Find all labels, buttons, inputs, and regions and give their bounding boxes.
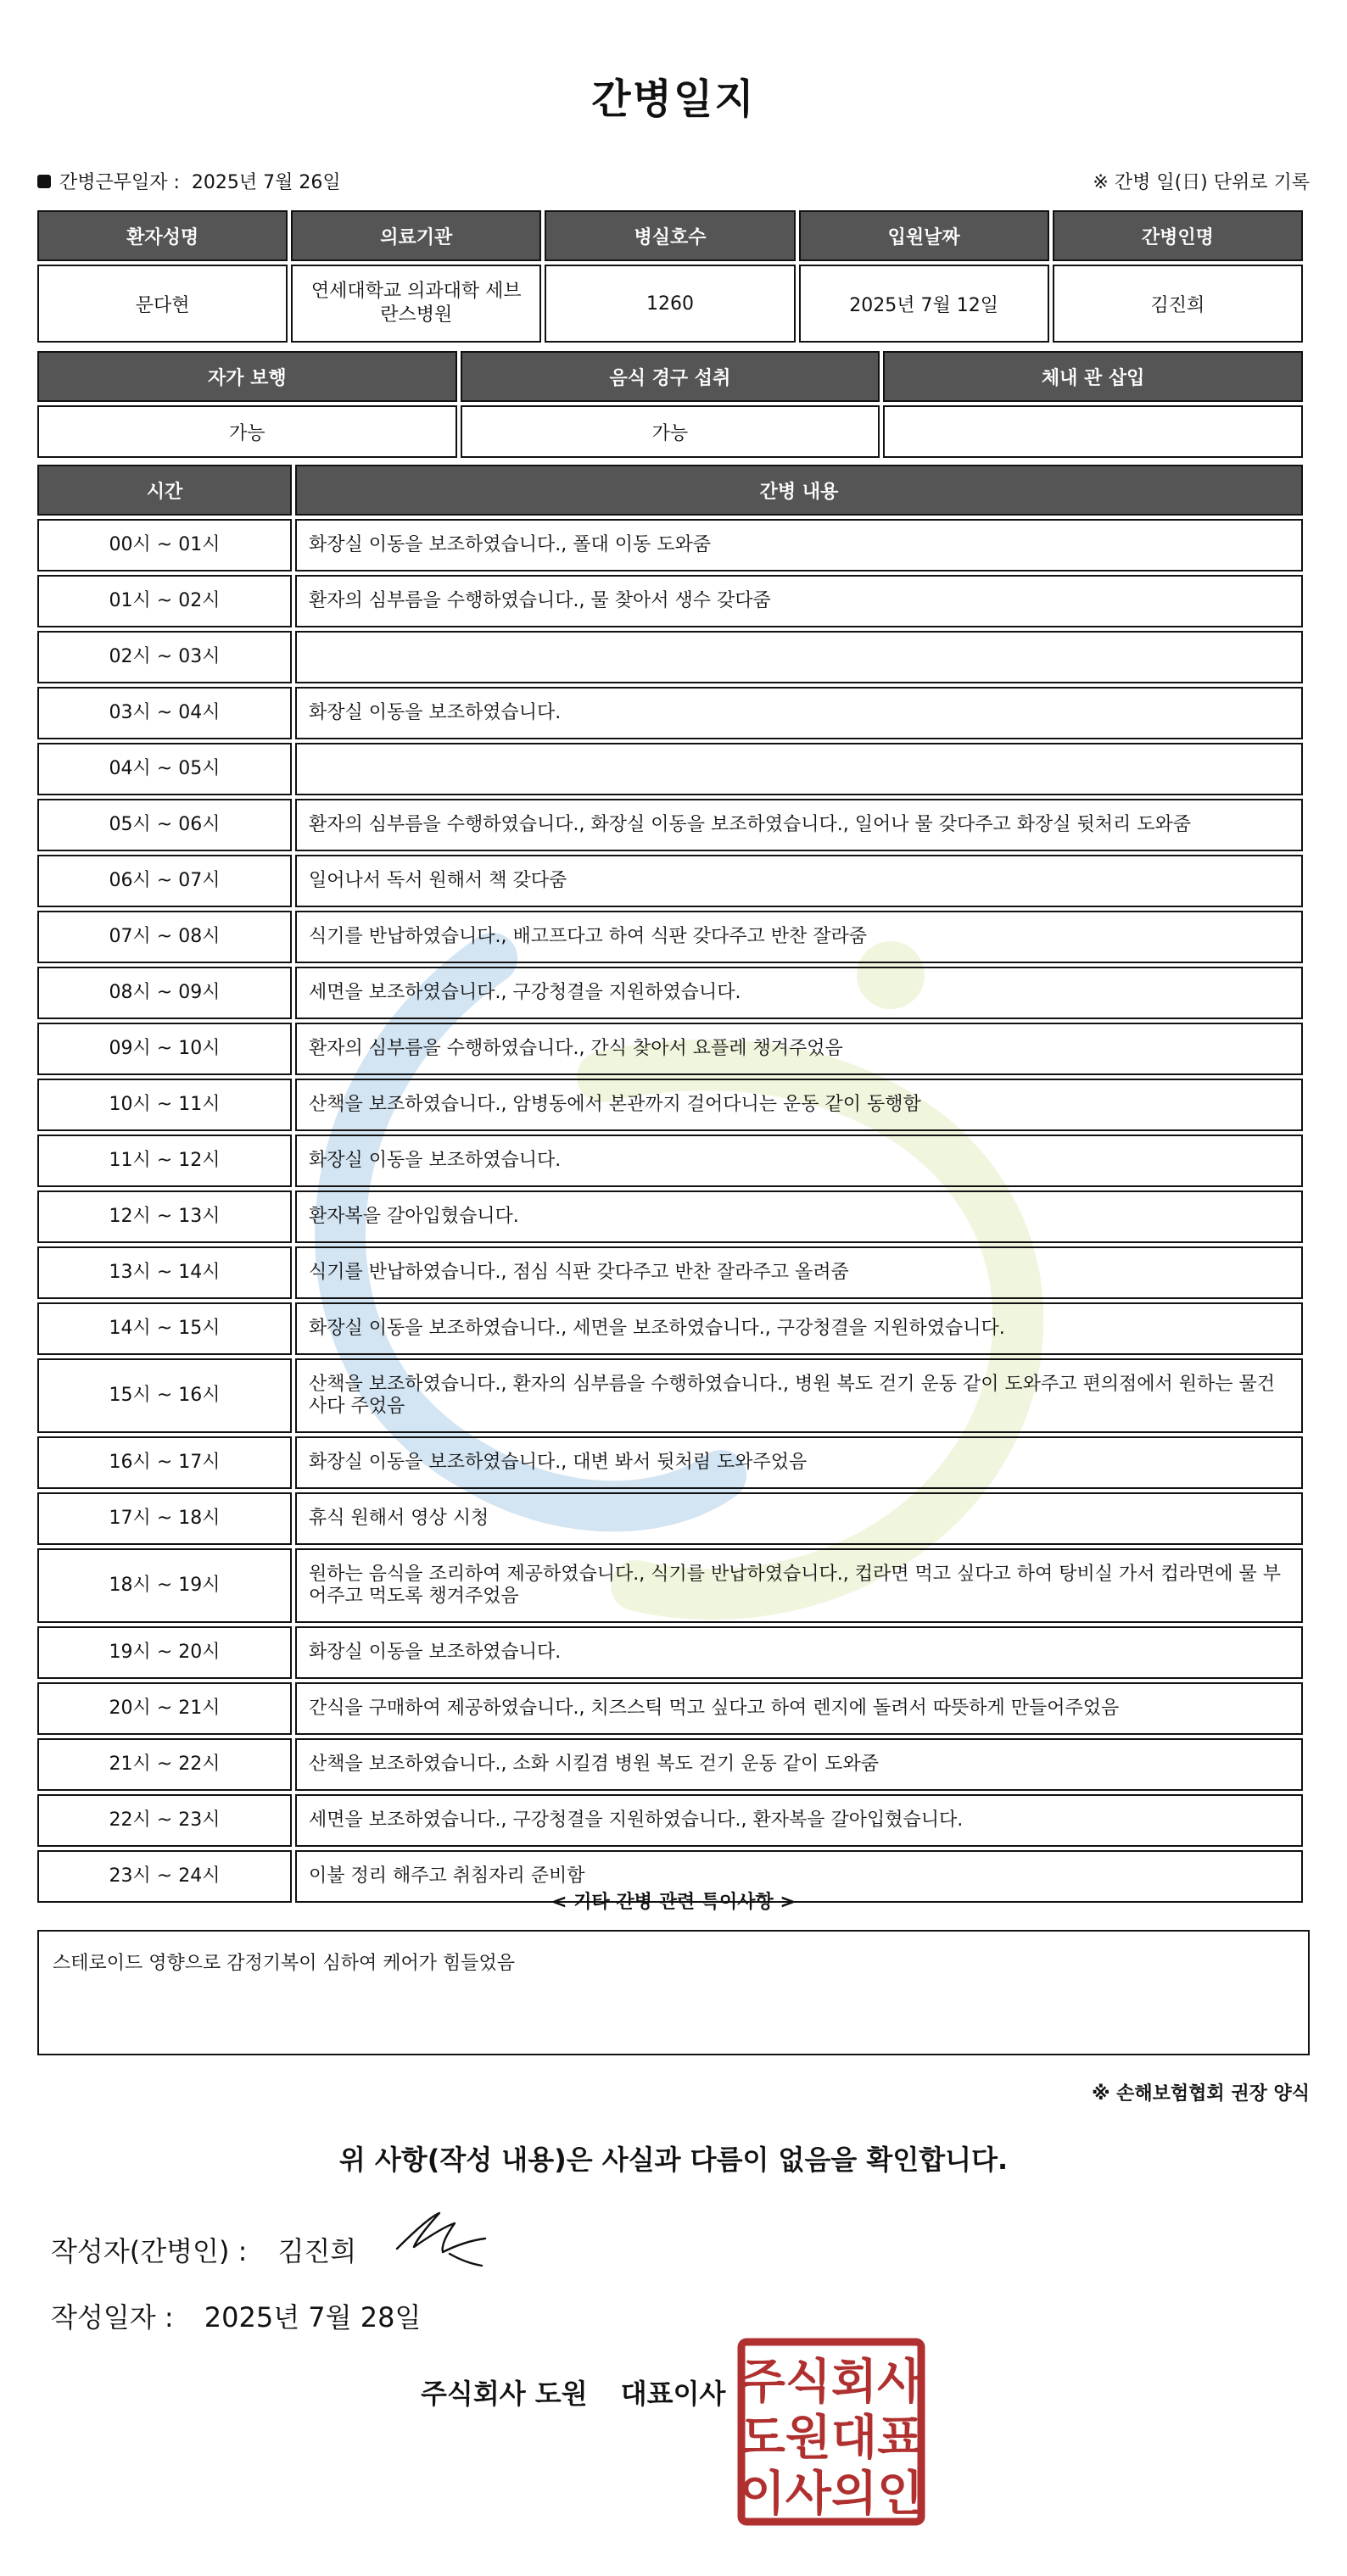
log-row (37, 1436, 1303, 1489)
svg-text:주식회사: 주식회사 (739, 2355, 924, 2410)
log-time: 05시 ~ 06시 (37, 799, 292, 851)
log-content: 일어나서 독서 원해서 책 갖다줌 (295, 855, 1303, 907)
header-oral-intake: 음식 경구 섭취 (461, 351, 880, 402)
caregiver-name: 김진희 (1053, 265, 1303, 343)
self-walk-value: 가능 (37, 405, 457, 458)
log-content (295, 631, 1303, 683)
log-row (37, 1626, 1303, 1679)
work-date-row (37, 168, 341, 194)
log-content: 산책을 보조하였습니다., 소화 시킬겸 병원 복도 걷기 운동 같이 도와줌 (295, 1738, 1303, 1791)
log-content: 산책을 보조하였습니다., 암병동에서 본관까지 걸어다니는 운동 같이 동행함 (295, 1079, 1303, 1131)
writer-name: 김진희 (277, 2235, 357, 2267)
log-row (37, 631, 1303, 683)
log-row (37, 799, 1303, 851)
log-row (37, 1738, 1303, 1791)
log-time: 20시 ~ 21시 (37, 1682, 292, 1735)
log-time: 21시 ~ 22시 (37, 1738, 292, 1791)
writer-row (51, 2230, 356, 2269)
log-row (37, 1548, 1303, 1623)
written-date-label: 작성일자 : (51, 2301, 174, 2333)
care-log-table (34, 461, 1306, 1906)
log-content: 화장실 이동을 보조하였습니다., 세면을 보조하였습니다., 구강청결을 지원하였습니다. (295, 1302, 1303, 1355)
header-time: 시간 (37, 465, 292, 516)
log-content: 환자의 심부름을 수행하였습니다., 간식 찾아서 요플레 챙겨주었음 (295, 1023, 1303, 1075)
log-content: 환자의 심부름을 수행하였습니다., 화장실 이동을 보조하였습니다., 일어나 물 갖다주고 화장실 뒷처리 도와줌 (295, 799, 1303, 851)
document-title: 간병일지 (591, 75, 756, 123)
log-row (37, 1794, 1303, 1847)
notes-header: < 기타 간병 관련 특이사항 > (551, 1892, 796, 1913)
log-row (37, 1246, 1303, 1299)
header-tube-insertion: 체내 관 삽입 (883, 351, 1303, 402)
work-date-value: 2025년 7월 26일 (191, 172, 341, 193)
log-time: 11시 ~ 12시 (37, 1135, 292, 1187)
room-number: 1260 (545, 265, 795, 343)
log-time: 04시 ~ 05시 (37, 743, 292, 795)
notes-box: 스테로이드 영향으로 감정기복이 심하여 케어가 힘들었음 (37, 1930, 1310, 2055)
work-date-label: 간병근무일자 : (59, 172, 180, 193)
log-content: 화장실 이동을 보조하였습니다., 대변 봐서 뒷처림 도와주었음 (295, 1436, 1303, 1489)
log-row (37, 575, 1303, 627)
log-content: 이불 정리 해주고 취침자리 준비함 (295, 1850, 1303, 1903)
log-time: 12시 ~ 13시 (37, 1190, 292, 1243)
log-content: 세면을 보조하였습니다., 구강청결을 지원하였습니다. (295, 967, 1303, 1019)
log-time: 07시 ~ 08시 (37, 911, 292, 963)
log-row (37, 1358, 1303, 1433)
ceo-label: 대표이사 (620, 2378, 726, 2410)
tube-insertion-value (883, 405, 1303, 458)
log-time: 10시 ~ 11시 (37, 1079, 292, 1131)
svg-text:이사의인: 이사의인 (739, 2467, 924, 2522)
writer-label: 작성자(간병인) : (51, 2235, 248, 2267)
log-content: 식기를 반납하였습니다., 배고프다고 하여 식판 갖다주고 반찬 잘라줌 (295, 911, 1303, 963)
log-row (37, 855, 1303, 907)
log-time: 00시 ~ 01시 (37, 519, 292, 572)
log-content: 휴식 원해서 영상 시청 (295, 1492, 1303, 1545)
log-row (37, 687, 1303, 739)
log-content: 원하는 음식을 조리하여 제공하였습니다., 식기를 반납하였습니다., 컵라면 먹고 싶다고 하여 탕비실 가서 컵라면에 물 부어주고 먹도록 챙겨주었음 (295, 1548, 1303, 1623)
log-row (37, 967, 1303, 1019)
hospital-name: 연세대학교 의과대학 세브란스병원 (291, 265, 541, 343)
log-content: 환자복을 갈아입혔습니다. (295, 1190, 1303, 1243)
log-time: 16시 ~ 17시 (37, 1436, 292, 1489)
confirmation-statement: 위 사항(작성 내용)은 사실과 다름이 없음을 확인합니다. (338, 2144, 1009, 2176)
log-time: 08시 ~ 09시 (37, 967, 292, 1019)
log-time: 09시 ~ 10시 (37, 1023, 292, 1075)
log-row (37, 1023, 1303, 1075)
company-seal-stamp (736, 2337, 926, 2527)
log-row (37, 1682, 1303, 1735)
log-content: 화장실 이동을 보조하였습니다. (295, 1135, 1303, 1187)
header-room: 병실호수 (545, 210, 795, 261)
log-row (37, 1492, 1303, 1545)
header-admission-date: 입원날짜 (799, 210, 1049, 261)
log-content: 화장실 이동을 보조하였습니다., 폴대 이동 도와줌 (295, 519, 1303, 572)
log-time: 03시 ~ 04시 (37, 687, 292, 739)
log-time: 02시 ~ 03시 (37, 631, 292, 683)
log-time: 19시 ~ 20시 (37, 1626, 292, 1679)
patient-name: 문다현 (37, 265, 288, 343)
log-row (37, 519, 1303, 572)
log-time: 22시 ~ 23시 (37, 1794, 292, 1847)
log-content (295, 743, 1303, 795)
log-content: 환자의 심부름을 수행하였습니다., 물 찾아서 생수 갖다줌 (295, 575, 1303, 627)
log-time: 06시 ~ 07시 (37, 855, 292, 907)
log-content: 세면을 보조하였습니다., 구강청결을 지원하였습니다., 환자복을 갈아입혔습니다. (295, 1794, 1303, 1847)
unit-note: ※ 간병 일(日) 단위로 기록 (1093, 172, 1310, 193)
patient-info-table (34, 207, 1306, 346)
header-self-walk: 자가 보행 (37, 351, 457, 402)
log-row (37, 1190, 1303, 1243)
log-content: 간식을 구매하여 제공하였습니다., 치즈스틱 먹고 싶다고 하여 렌지에 돌려서 따뜻하게 만들어주었음 (295, 1682, 1303, 1735)
log-time: 18시 ~ 19시 (37, 1548, 292, 1623)
admission-date: 2025년 7월 12일 (799, 265, 1049, 343)
log-row (37, 743, 1303, 795)
log-time: 15시 ~ 16시 (37, 1358, 292, 1433)
written-date-row (51, 2296, 421, 2335)
log-content: 산책을 보조하였습니다., 환자의 심부름을 수행하였습니다., 병원 복도 걷기 운동 같이 도와주고 편의점에서 원하는 물건 사다 주었음 (295, 1358, 1303, 1433)
log-row (37, 1135, 1303, 1187)
header-caregiver: 간병인명 (1053, 210, 1303, 261)
log-time: 13시 ~ 14시 (37, 1246, 292, 1299)
recommendation-note: ※ 손해보험협회 권장 양식 (1092, 2083, 1310, 2105)
log-time: 17시 ~ 18시 (37, 1492, 292, 1545)
signature-icon (390, 2205, 492, 2272)
header-care-content: 간병 내용 (295, 465, 1303, 516)
log-row (37, 911, 1303, 963)
header-patient-name: 환자성명 (37, 210, 288, 261)
company-signature-row (421, 2372, 725, 2412)
svg-text:도원대표: 도원대표 (739, 2411, 924, 2466)
log-content: 식기를 반납하였습니다., 점심 식판 갖다주고 반찬 잘라주고 올려줌 (295, 1246, 1303, 1299)
log-content: 화장실 이동을 보조하였습니다. (295, 687, 1303, 739)
written-date-value: 2025년 7월 28일 (204, 2301, 422, 2333)
company-name: 주식회사 도원 (421, 2378, 588, 2410)
header-hospital: 의료기관 (291, 210, 541, 261)
square-bullet-icon (37, 175, 51, 188)
log-row (37, 1302, 1303, 1355)
patient-status-table (34, 348, 1306, 461)
log-time: 14시 ~ 15시 (37, 1302, 292, 1355)
log-row (37, 1079, 1303, 1131)
log-time: 01시 ~ 02시 (37, 575, 292, 627)
oral-intake-value: 가능 (461, 405, 880, 458)
log-time: 23시 ~ 24시 (37, 1850, 292, 1903)
log-content: 화장실 이동을 보조하였습니다. (295, 1626, 1303, 1679)
